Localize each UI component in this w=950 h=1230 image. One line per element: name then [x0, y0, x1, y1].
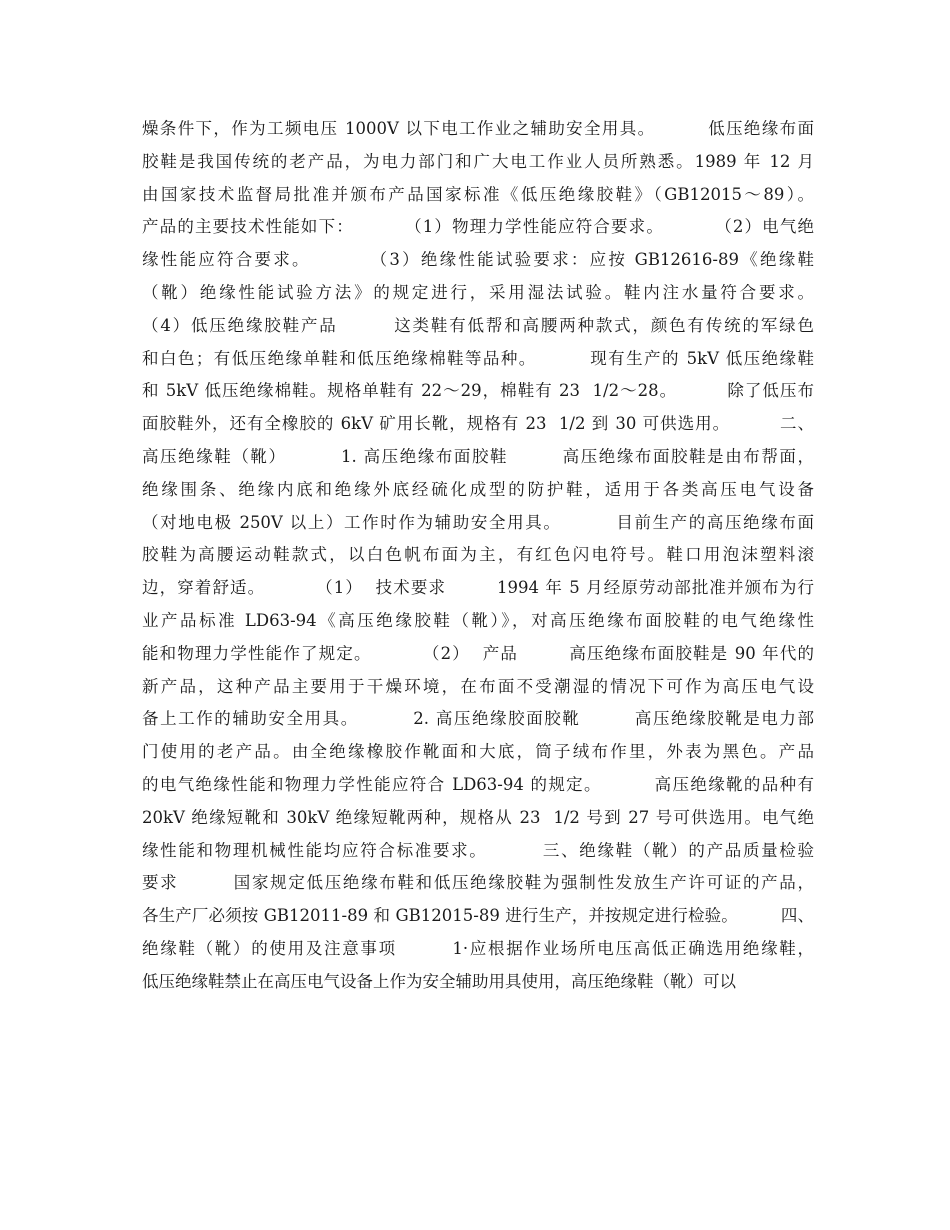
- text-line: 面胶鞋外，还有全橡胶的 6kV 矿用长靴，规格有 23 1/2 到 30 可供选用。 二、: [142, 414, 814, 434]
- text-line: 燥条件下，作为工频电压 1000V 以下电工作业之辅助安全用具。 低压绝缘布面: [142, 119, 814, 138]
- text-line: 能和物理力学性能作了规定。 （2） 产品 高压绝缘布面胶鞋是 90 年代的: [142, 643, 814, 663]
- text-line: 绝缘围条、绝缘内底和绝缘外底经硫化成型的防护鞋，适用于各类高压电气设备: [142, 479, 814, 499]
- text-line: （4）低压绝缘胶鞋产品 这类鞋有低帮和高腰两种款式，颜色有传统的军绿色: [142, 315, 814, 335]
- text-line: 业产品标准 LD63-94《高压绝缘胶鞋（靴）》，对高压绝缘布面胶鞋的电气绝缘性: [142, 610, 814, 630]
- text-line: （靴）绝缘性能试验方法》的规定进行，采用湿法试验。鞋内注水量符合要求。: [142, 282, 814, 302]
- text-line: 缘性能应符合要求。 （3）绝缘性能试验要求：应按 GB12616-89《绝缘鞋: [142, 250, 814, 270]
- text-line: 的电气绝缘性能和物理力学性能应符合 LD63-94 的规定。 高压绝缘靴的品种有: [142, 774, 814, 794]
- text-line: 要求 国家规定低压绝缘布鞋和低压绝缘胶鞋为强制性发放生产许可证的产品，: [142, 873, 814, 893]
- text-line: 备上工作的辅助安全用具。 2. 高压绝缘胶面胶靴 高压绝缘胶靴是电力部: [142, 709, 814, 729]
- text-line: 和 5kV 低压绝缘棉鞋。规格单鞋有 22～29，棉鞋有 23 1/2～28。 除了低压布: [142, 381, 814, 401]
- text-line: 产品的主要技术性能如下： （1）物理力学性能应符合要求。 （2）电气绝: [142, 217, 814, 237]
- text-line: 20kV 绝缘短靴和 30kV 绝缘短靴两种，规格从 23 1/2 号到 27 号可供选用。电气绝: [142, 807, 814, 827]
- document-body-text: [142, 113, 814, 999]
- text-line: 新产品，这种产品主要用于干燥环境，在布面不受潮湿的情况下可作为高压电气设: [142, 676, 814, 696]
- text-line: 各生产厂必须按 GB12011-89 和 GB12015-89 进行生产，并按规定进行检验。 四、: [142, 906, 814, 926]
- text-line: 由国家技术监督局批准并颁布产品国家标准《低压绝缘胶鞋》（GB12015～89）。: [142, 184, 814, 204]
- text-line: 缘性能和物理机械性能均应符合标准要求。 三、绝缘鞋（靴）的产品质量检验: [142, 840, 814, 860]
- text-line: 胶鞋是我国传统的老产品，为电力部门和广大电工作业人员所熟悉。1989 年 12 月: [142, 151, 814, 171]
- text-line: 门使用的老产品。由全绝缘橡胶作靴面和大底，筒子绒布作里，外表为黑色。产品: [142, 742, 814, 762]
- text-line: 胶鞋为高腰运动鞋款式，以白色帆布面为主，有红色闪电符号。鞋口用泡沫塑料滚: [142, 545, 814, 565]
- text-line: 边，穿着舒适。 （1） 技术要求 1994 年 5 月经原劳动部批准并颁布为行: [142, 578, 814, 598]
- text-line: （对地电极 250V 以上）工作时作为辅助安全用具。 目前生产的高压绝缘布面: [142, 512, 814, 532]
- text-line: 高压绝缘鞋（靴） 1. 高压绝缘布面胶鞋 高压绝缘布面胶鞋是由布帮面，: [142, 446, 814, 466]
- text-line: 和白色；有低压绝缘单鞋和低压绝缘棉鞋等品种。 现有生产的 5kV 低压绝缘鞋: [142, 348, 814, 368]
- text-line: 绝缘鞋（靴）的使用及注意事项 1·应根据作业场所电压高低正确选用绝缘鞋，: [142, 938, 814, 958]
- text-line: 低压绝缘鞋禁止在高压电气设备上作为安全辅助用具使用，高压绝缘鞋（靴）可以: [142, 971, 736, 991]
